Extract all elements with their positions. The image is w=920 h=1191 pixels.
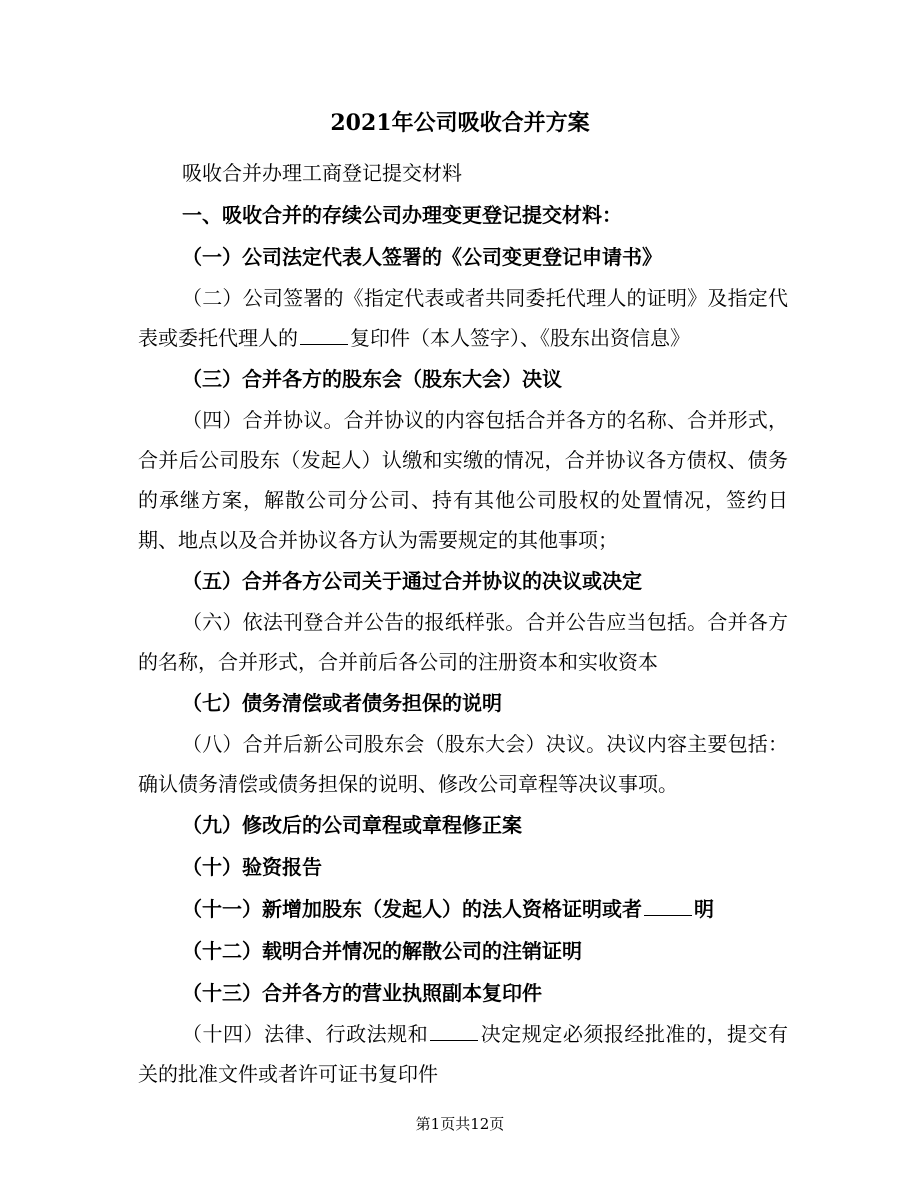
fill-in-blank xyxy=(300,326,348,345)
paragraph: （六）依法刊登合并公告的报纸样张。合并公告应当包括。合并各方的名称，合并形式，合并前后各公司的注册资本和实收资本 xyxy=(138,610,788,674)
fill-in-blank xyxy=(644,897,692,916)
item-heading: （十二）载明合并情况的解散公司的注销证明 xyxy=(182,939,582,963)
item-heading: （九）修改后的公司章程或章程修正案 xyxy=(182,813,522,837)
fill-in-blank xyxy=(430,1022,478,1041)
item-heading: （十一）新增加股东（发起人）的法人资格证明或者 明 xyxy=(182,897,714,921)
item-heading: （一）公司法定代表人签署的《公司变更登记申请书》 xyxy=(182,245,662,269)
item-heading: （十三）合并各方的营业执照副本复印件 xyxy=(182,981,542,1005)
paragraph: （八）合并后新公司股东会（股东大会）决议。决议内容主要包括：确认债务清偿或债务担保的说明、修改公司章程等决议事项。 xyxy=(138,732,788,796)
paragraph: 吸收合并办理工商登记提交材料 xyxy=(182,161,462,185)
document-body xyxy=(138,152,788,1094)
item-heading: （五）合并各方公司关于通过合并协议的决议或决定 xyxy=(182,569,642,593)
item-heading: （十）验资报告 xyxy=(182,855,322,879)
item-heading: （七）债务清偿或者债务担保的说明 xyxy=(182,691,502,715)
document-title: 2021年公司吸收合并方案 xyxy=(330,110,590,136)
paragraph: （二）公司签署的《指定代表或者共同委托代理人的证明》及指定代表或委托代理人的 复印件（本人签字）、《股东出资信息》 xyxy=(138,286,788,350)
item-heading: （三）合并各方的股东会（股东大会）决议 xyxy=(182,367,562,391)
paragraph: （十四）法律、行政法规和 决定规定必须报经批准的，提交有关的批准文件或者许可证书复印件 xyxy=(138,1022,789,1086)
paragraph: （四）合并协议。合并协议的内容包括合并各方的名称、合并形式，合并后公司股东（发起人）认缴和实缴的情况，合并协议各方债权、债务的承继方案，解散公司分公司、持有其他公司股权的处置情况，签约日期、地点以及合并协议各方认为需要规定的其他事项； xyxy=(138,408,788,552)
page-number: 第1页共12页 xyxy=(415,1115,505,1133)
section-heading: 一、吸收合并的存续公司办理变更登记提交材料： xyxy=(182,203,622,227)
